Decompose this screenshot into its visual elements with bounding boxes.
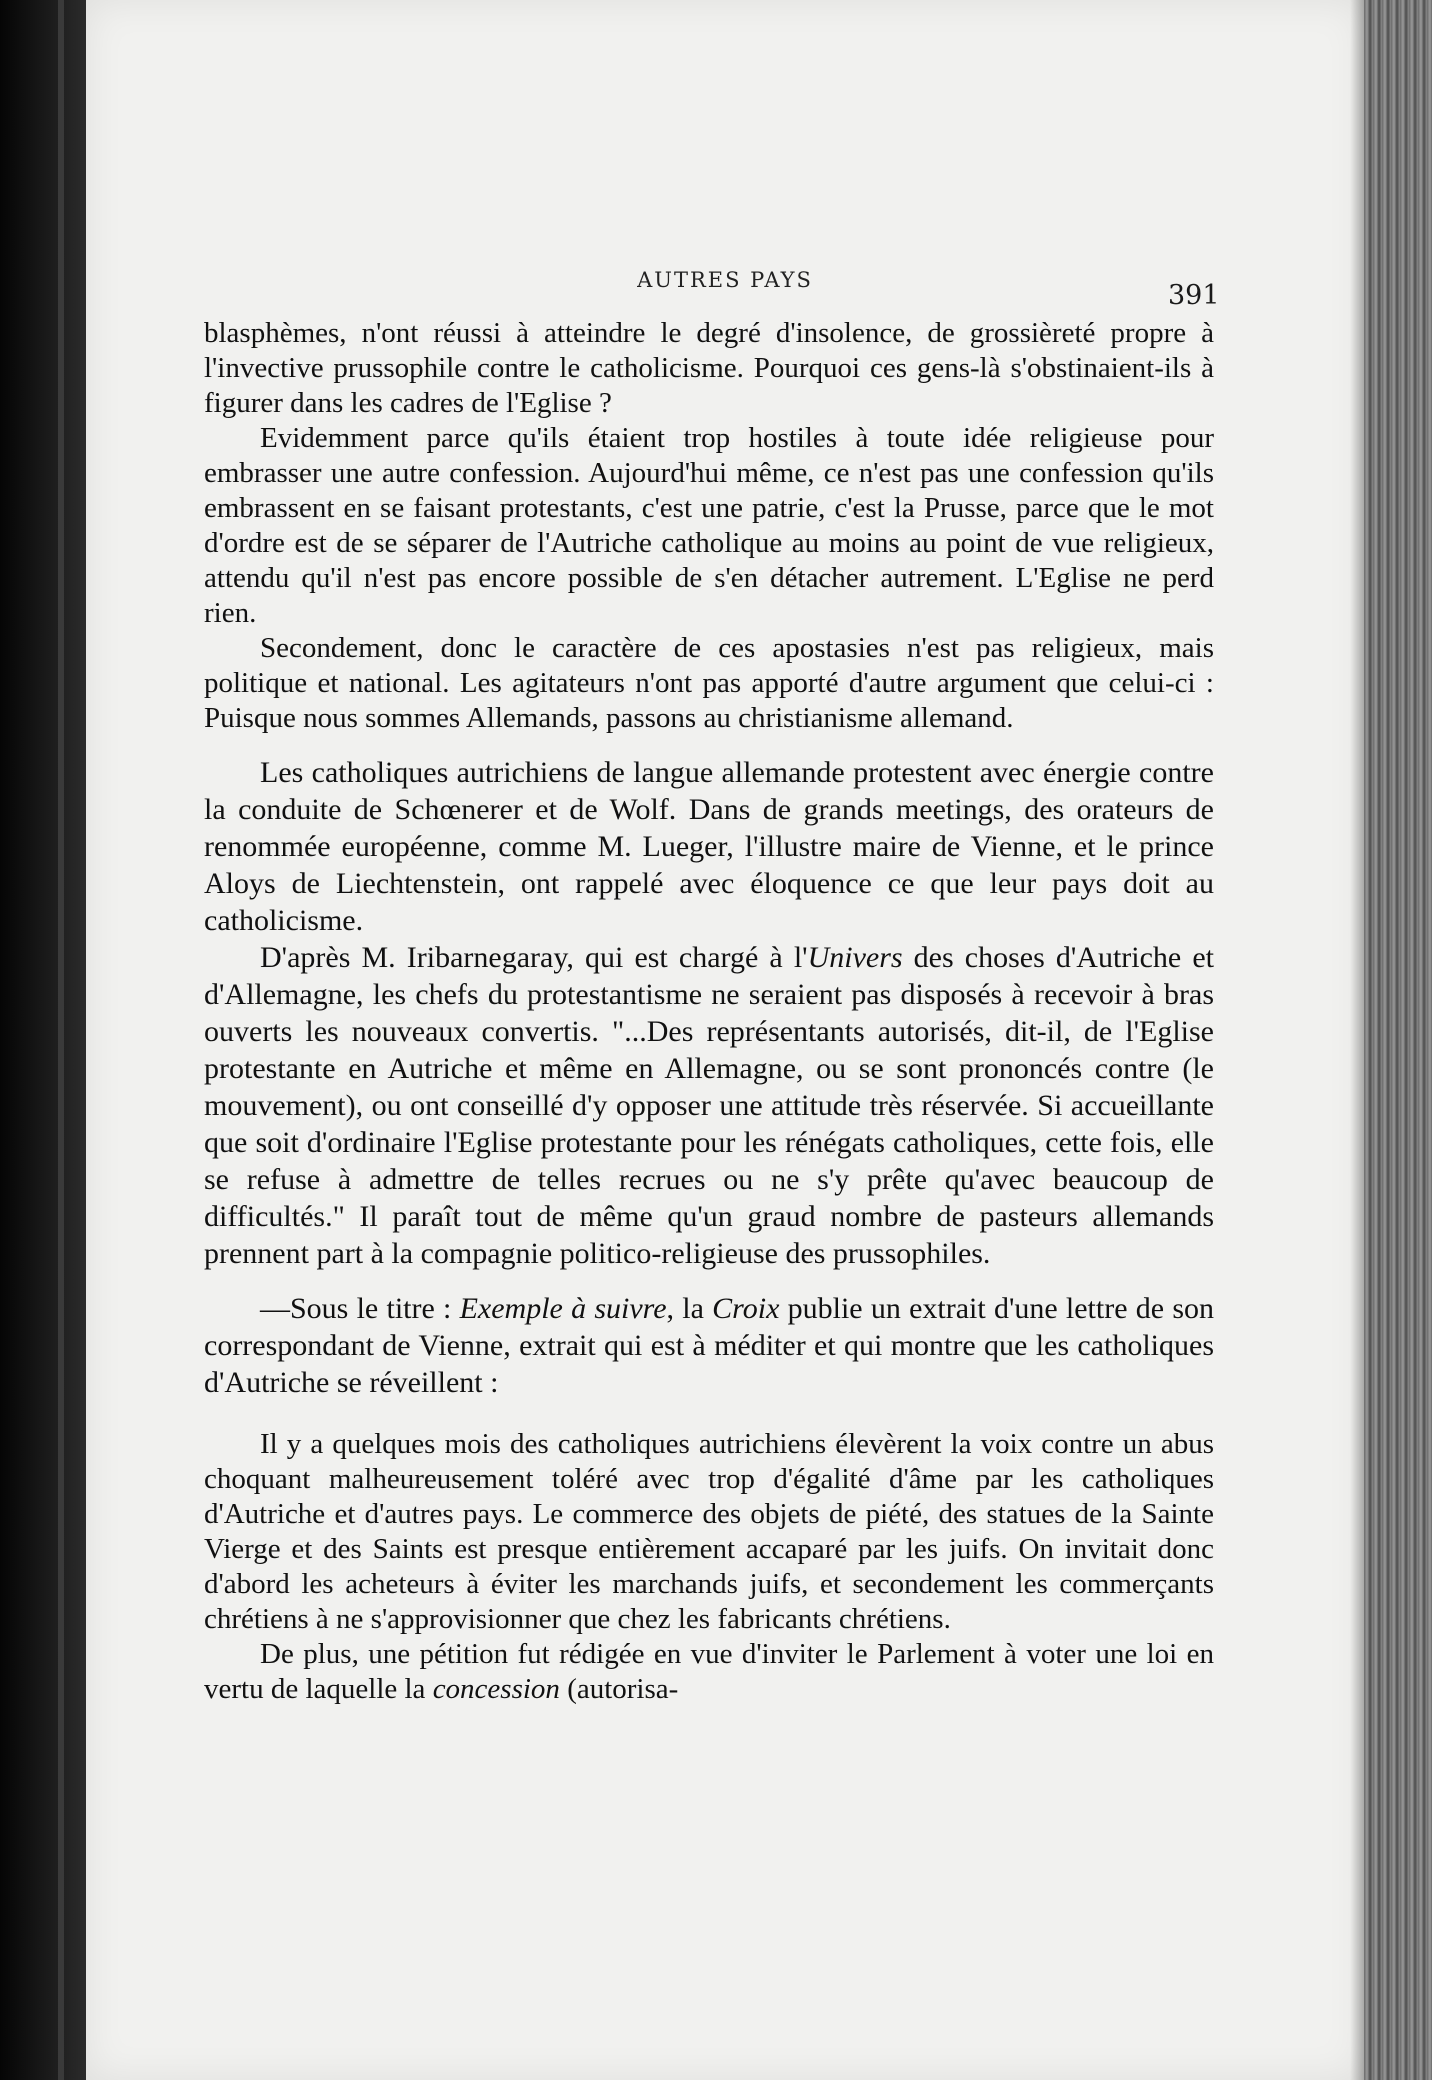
book-page (86, 0, 1364, 2080)
paragraph (204, 1637, 1214, 1707)
page-stack-edge (1364, 0, 1432, 2080)
section-gap (204, 736, 1214, 754)
text-run: des choses d'Autriche et d'Allemagne, les chefs du protestantisme ne seraient pas disposés à recevoir à bras ouverts les nouveaux convertis. "...Des représentants autorisés, dit-il, de l'Eglise protestante en Autriche et même en Allemagne, ou se sont prononcés contre (le mouvement), ou ont conseillé d'y opposer une attitude très réservée. Si accueillante que soit d'ordinaire l'Eglise protestante pour les rénégats catholiques, cette fois, elle se refuse à admettre de telles recrues ou ne s'y prête qu'avec beaucoup de difficultés." Il paraît tout de même qu'un graud nombre de pasteurs allemands prennent part à la compagnie politico-religieuse des prussophiles. (204, 941, 1215, 1270)
text-run: publie un extrait d'une lettre de son correspondant de Vienne, extrait qui est à méditer et qui montre que les catholiques d'Autriche se réveillent : (204, 1292, 1214, 1399)
facing-page-edge (0, 0, 86, 2080)
text-run: De plus, une pétition fut rédigée en vue d'inviter le Parlement à voter une loi en vertu de laquelle la (204, 1638, 1214, 1705)
paragraph: Evidemment parce qu'ils étaient trop hostiles à toute idée religieuse pour embrasser une autre confession. Aujourd'hui même, ce n'est pas une confession qu'ils embrassent en se faisant protestants, c'est une patrie, c'est la Prusse, parce que le mot d'ordre est de se séparer de l'Autriche catholique au moins au point de vue religieux, attendu qu'il n'est pas encore possible de s'en détacher autrement. L'Eglise ne perd rien. (204, 422, 1214, 629)
italic-title: Exemple à suivre (459, 1292, 667, 1325)
binding-gutter (58, 0, 64, 2080)
paragraph (204, 939, 1214, 1272)
italic-title: concession (432, 1673, 560, 1705)
italic-title: Univers (807, 941, 903, 974)
paragraph: Les catholiques autrichiens de langue allemande protestent avec énergie contre la conduite de Schœnerer et de Wolf. Dans de grands meetings, des orateurs de renommée européenne, comme M. Lueger, l'illustre maire de Vienne, et le prince Aloys de Liechtenstein, ont rappelé avec éloquence ce que leur pays doit au catholicisme. (204, 756, 1214, 937)
paragraph: Il y a quelques mois des catholiques autrichiens élevèrent la voix contre un abus choquant malheureusement toléré avec trop d'égalité d'âme par les catholiques d'Autriche et d'autres pays. Le commerce des objets de piété, des statues de la Sainte Vierge et des Saints est presque entièrement accaparé par les juifs. On invitait donc d'abord les acheteurs à éviter les marchands juifs, et secondement les commerçants chrétiens à ne s'approvisionner que chez les fabricants chrétiens. (204, 1428, 1214, 1635)
paragraph: blasphèmes, n'ont réussi à atteindre le degré d'insolence, de grossièreté propre à l'invective prussophile contre le catholicisme. Pourquoi ces gens-là s'obstinaient-ils à figurer dans les cadres de l'Eglise ? (204, 317, 1214, 419)
paragraph (204, 1290, 1214, 1401)
section-gap (204, 1272, 1214, 1290)
text-section (204, 1427, 1214, 1707)
text-section (204, 1290, 1214, 1401)
text-run: , la (666, 1292, 713, 1325)
text-section (204, 754, 1214, 1272)
section-gap (204, 1401, 1214, 1427)
paragraph: Secondement, donc le caractère de ces apostasies n'est pas religieux, mais politique et national. Les agitateurs n'ont pas apporté d'autre argument que celui-ci : Puisque nous sommes Allemands, passons au christianisme allemand. (204, 632, 1214, 734)
text-run: D'après M. Iribarnegaray, qui est chargé à l' (260, 941, 808, 974)
running-head: AUTRES PAYS (637, 268, 813, 292)
body-text (204, 316, 1214, 1707)
text-run: —Sous le titre : (260, 1292, 460, 1325)
page-number: 391 (1168, 280, 1220, 311)
text-run: (autorisa- (559, 1673, 679, 1705)
text-section (204, 316, 1214, 736)
italic-title: Croix (712, 1292, 780, 1325)
